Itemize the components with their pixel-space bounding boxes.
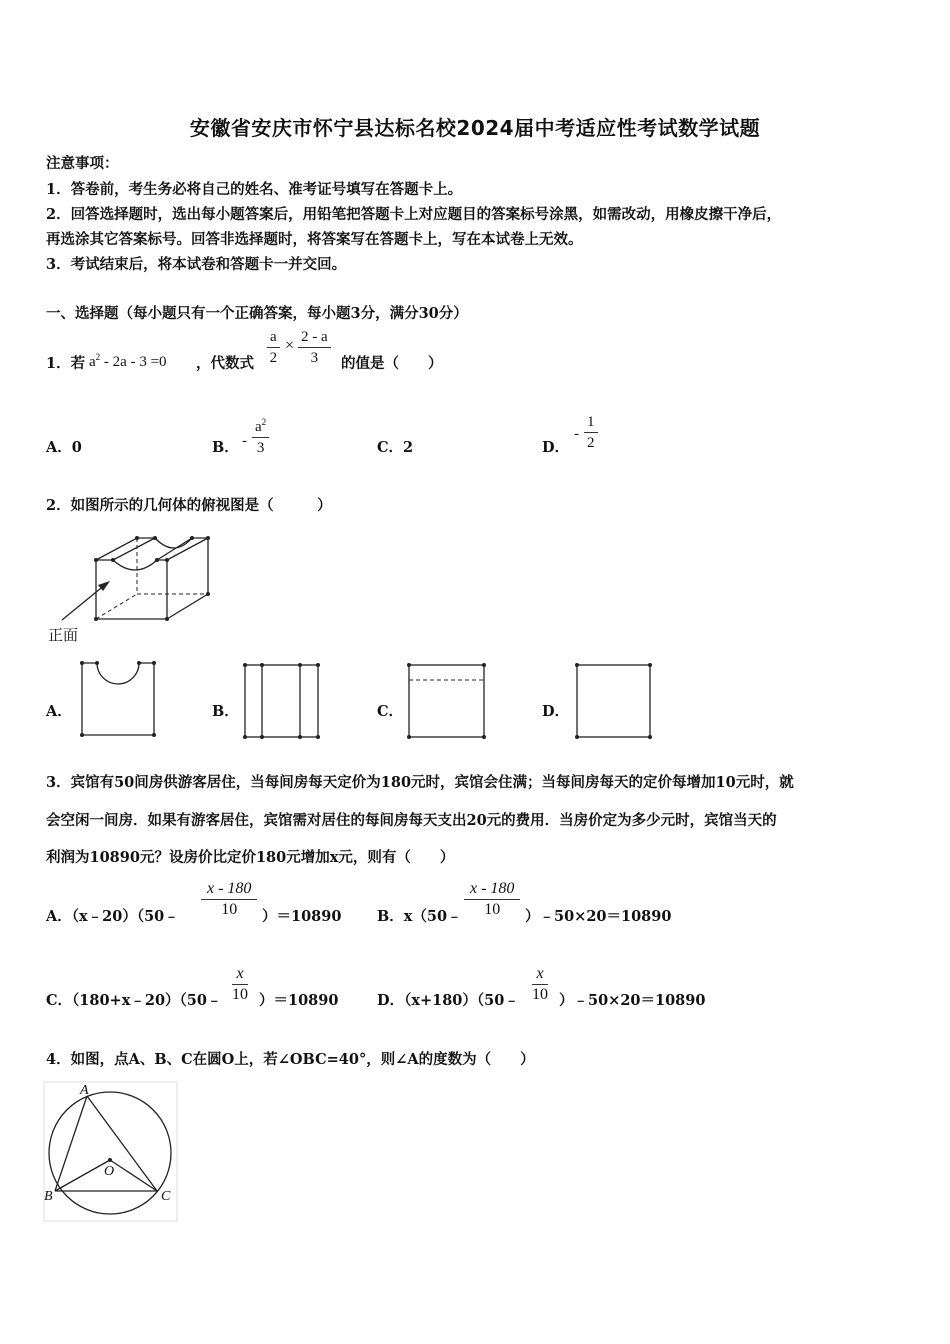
q2-option-d-figure	[575, 663, 653, 739]
q3-optd-den: 10	[532, 986, 548, 1003]
q3-option-d-post: ）﹣50×20＝10890	[559, 992, 706, 1009]
q1-suffix: 的值是（ ）	[341, 355, 443, 372]
q3-option-a-post: ）＝10890	[262, 908, 342, 925]
q3-option-c-fraction	[232, 964, 248, 1005]
q2-option-b[interactable]: B．	[212, 703, 239, 720]
q1-optb-num: a	[255, 419, 262, 435]
q2-option-c[interactable]: C．	[377, 703, 404, 720]
q1-f2-numerator: 2 - a	[298, 327, 331, 348]
q1-fraction-1	[267, 327, 280, 368]
q3-option-c[interactable]: C．（180+x﹣20）（50﹣	[46, 992, 222, 1009]
notice-item-3: 3．考试结束后，将本试卷和答题卡一并交回。	[46, 256, 347, 273]
q3-option-a[interactable]: A．（x﹣20）（50﹣	[46, 908, 179, 925]
q1-option-a[interactable]: A．0	[46, 439, 82, 456]
q2-option-b-figure	[243, 663, 321, 739]
q2-option-a[interactable]: A．	[46, 703, 72, 720]
q3-line-1: 3．宾馆有50间房供游客居住，当每间房每天定价为180元时，宾馆会住满；当每间房每天的定价每增加10元时，就	[46, 774, 794, 791]
q3-optc-num: x	[232, 964, 248, 985]
q3-optb-den: 10	[484, 901, 501, 918]
q2-option-c-figure	[407, 663, 487, 739]
q1-fraction-2	[298, 327, 331, 368]
q1-option-d-fraction	[584, 412, 598, 453]
q1-option-d-sign: -	[574, 426, 579, 442]
q2-text: 2．如图所示的几何体的俯视图是（ ）	[46, 497, 332, 514]
section-heading: 一、选择题（每小题只有一个正确答案，每小题3分，满分30分）	[46, 305, 468, 322]
q1-f1-numerator: a	[267, 327, 280, 348]
q4-label-b: B	[44, 1189, 53, 1204]
q3-optc-den: 10	[232, 986, 248, 1003]
q3-option-b-fraction	[464, 879, 520, 920]
q1-expr-label: ，代数式	[196, 355, 254, 372]
q1-times: ×	[285, 337, 295, 354]
q4-label-c: C	[161, 1189, 171, 1204]
q4-label-o: O	[104, 1164, 115, 1179]
notice-item-2-cont: 再选涂其它答案标号。回答非选择题时，将答案写在答题卡上，写在本试卷上无效。	[46, 231, 583, 248]
q1-eq-var: a	[89, 354, 96, 370]
q2-option-a-figure	[80, 660, 158, 738]
q1-option-d[interactable]: D．	[542, 439, 570, 456]
q1-optd-den: 2	[587, 435, 595, 451]
q1-option-b-fraction	[252, 412, 269, 458]
q3-option-d-fraction	[532, 964, 548, 1005]
notice-item-2: 2．回答选择题时，选出每小题答案后，用铅笔把答题卡上对应题目的答案标号涂黑，如需改动，用橡皮擦干净后，	[46, 206, 782, 223]
notice-item-1: 1．答卷前，考生务必将自己的姓名、准考证号填写在答题卡上。	[46, 181, 463, 198]
q3-option-a-fraction	[201, 879, 257, 920]
q4-text: 4．如图，点A、B、C在圆O上，若∠OBC=40°，则∠A的度数为（ ）	[46, 1051, 535, 1068]
q3-optb-num: x - 180	[464, 879, 520, 900]
q3-line-2: 会空闲一间房．如果有游客居住，宾馆需对居住的每间房每天支出20元的费用．当房价定为多少元时，宾馆当天的	[46, 812, 777, 829]
q3-optd-num: x	[532, 964, 548, 985]
q1-f2-denominator: 3	[310, 350, 319, 366]
q3-option-b[interactable]: B．x（50﹣	[377, 908, 462, 925]
q1-option-b-sign: -	[242, 433, 247, 449]
q4-label-a: A	[80, 1083, 89, 1098]
page-title: 安徽省安庆市怀宁县达标名校2024届中考适应性考试数学试题	[189, 116, 761, 140]
q1-option-c[interactable]: C．2	[377, 439, 414, 456]
q1-f1-denominator: 2	[269, 350, 278, 366]
q1-eq-exp: 2	[95, 352, 101, 362]
q3-opta-den: 10	[221, 901, 238, 918]
q1-optd-num: 1	[584, 412, 598, 433]
q1-optb-den: 3	[256, 440, 265, 456]
q1-optb-exp: 2	[261, 417, 267, 427]
q1-option-b[interactable]: B．	[212, 439, 239, 456]
q2-option-d[interactable]: D．	[542, 703, 570, 720]
notice-heading: 注意事项：	[46, 155, 119, 172]
q2-front-label: 正面	[48, 626, 79, 644]
q4-circle-figure	[44, 1082, 178, 1222]
q3-opta-num: x - 180	[201, 879, 257, 900]
q1-prefix: 1．若	[46, 355, 86, 372]
q3-option-b-post: ）﹣50×20＝10890	[525, 908, 672, 925]
q3-option-d[interactable]: D．（x+180）（50﹣	[377, 992, 519, 1009]
q3-line-3: 利润为10890元？设房价比定价180元增加x元，则有（ ）	[46, 849, 455, 866]
q1-eq-rest: - 2a - 3 =0	[100, 354, 167, 370]
q3-option-c-post: ）＝10890	[259, 992, 339, 1009]
